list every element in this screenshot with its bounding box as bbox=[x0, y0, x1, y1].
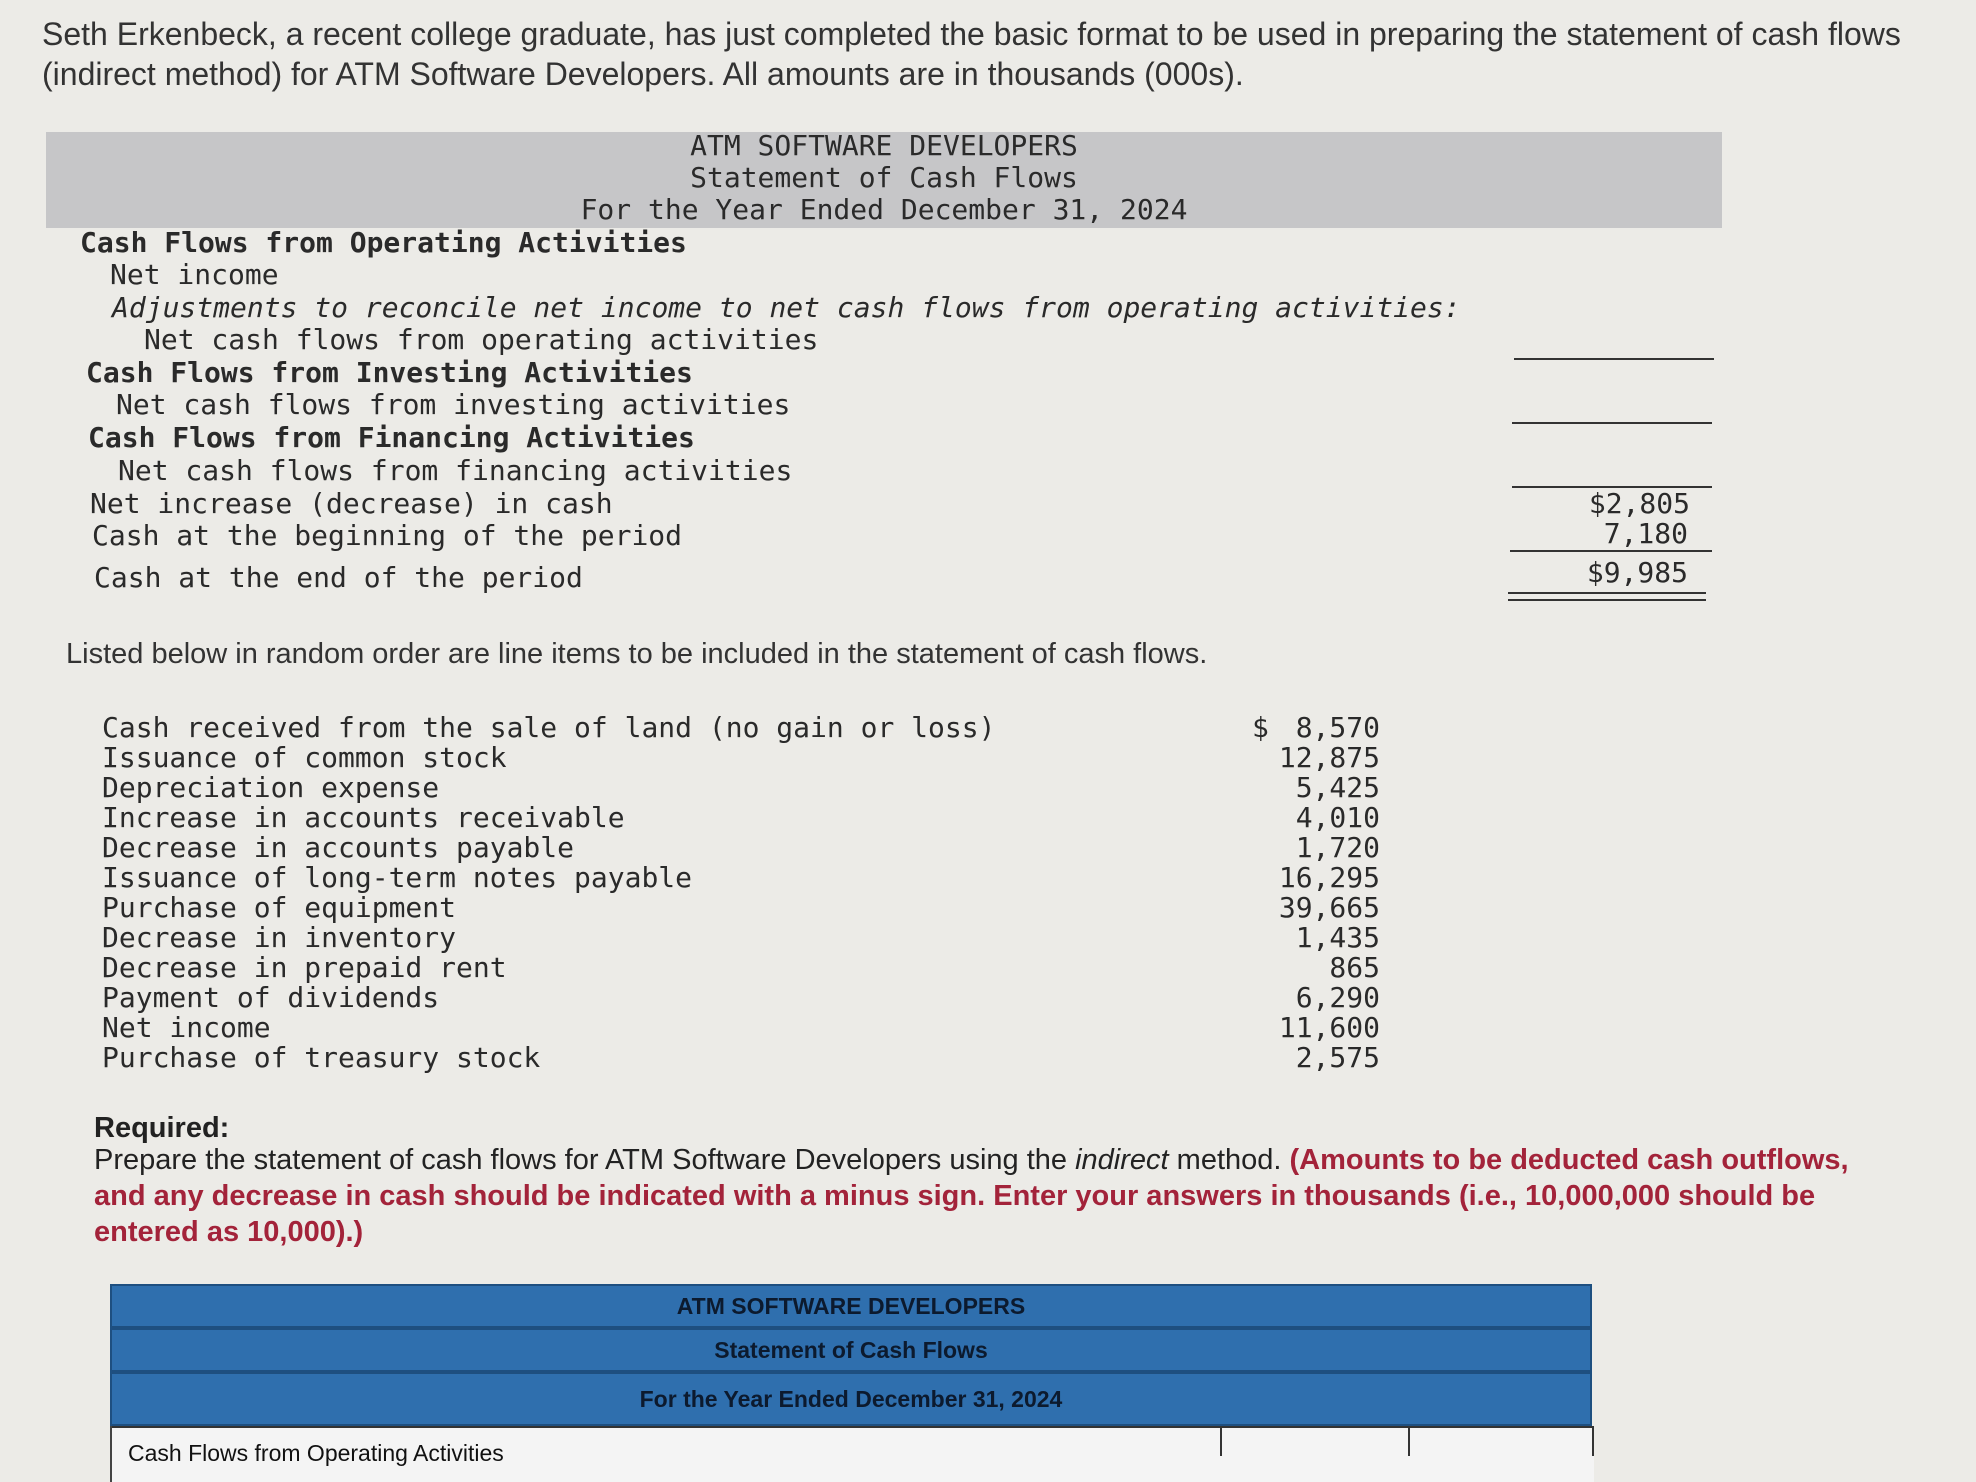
required-instructions bbox=[94, 1142, 1894, 1250]
adjustments-line: Adjustments to reconcile net income to net cash flows from operating activities: bbox=[112, 291, 1461, 324]
list-item: Purchase of equipment bbox=[102, 891, 457, 924]
cash-begin-underline bbox=[1510, 550, 1712, 552]
currency-symbol: $ bbox=[1252, 711, 1269, 744]
answer-first-row bbox=[110, 1426, 1594, 1482]
required-text-part2: method. bbox=[1168, 1144, 1290, 1176]
list-item: Increase in accounts receivable bbox=[102, 801, 625, 834]
list-item: Cash received from the sale of land (no gain or loss) bbox=[102, 711, 996, 744]
net-change-line: Net increase (decrease) in cash bbox=[90, 487, 613, 520]
net-investing-underline bbox=[1512, 422, 1712, 424]
list-item-value: 39,665 bbox=[1278, 891, 1380, 924]
list-item-value: 865 bbox=[1329, 951, 1380, 984]
list-item: Decrease in inventory bbox=[102, 921, 457, 954]
answer-row-top-border bbox=[112, 1426, 1594, 1428]
list-item: Payment of dividends bbox=[102, 981, 440, 1014]
answer-column-divider bbox=[1592, 1426, 1594, 1456]
list-item-value: 16,295 bbox=[1278, 861, 1380, 894]
required-heading: Required: bbox=[94, 1112, 230, 1144]
list-item: Purchase of treasury stock bbox=[102, 1041, 541, 1074]
example-period-title: For the Year Ended December 31, 2024 bbox=[580, 193, 1188, 226]
net-income-line: Net income bbox=[110, 258, 279, 291]
list-item-value: 11,600 bbox=[1278, 1011, 1380, 1044]
answer-operating-label: Cash Flows from Operating Activities bbox=[128, 1440, 504, 1466]
list-item-value: 8,570 bbox=[1295, 711, 1380, 744]
required-emphasis: (Amounts to be deducted cash outflows, and any decrease in cash should be indicated with a minus sign. Enter your answers in thousands (i.e., 10,000,000 should be entered as 10,000).) bbox=[94, 1144, 1849, 1248]
required-text-italic: indirect bbox=[1075, 1144, 1169, 1176]
answer-period-title: For the Year Ended December 31, 2024 bbox=[110, 1372, 1592, 1426]
list-item-value: 5,425 bbox=[1295, 771, 1380, 804]
answer-column-divider bbox=[1220, 1426, 1222, 1456]
net-financing-line: Net cash flows from financing activities bbox=[118, 454, 793, 487]
list-item-value: 1,435 bbox=[1295, 921, 1380, 954]
required-text-part1: Prepare the statement of cash flows for ATM Software Developers using the bbox=[94, 1144, 1076, 1176]
answer-company-title: ATM SOFTWARE DEVELOPERS bbox=[110, 1284, 1592, 1328]
operating-heading: Cash Flows from Operating Activities bbox=[80, 226, 687, 259]
answer-statement-table bbox=[110, 1284, 1592, 1482]
cash-end-amount: $9,985 bbox=[1586, 556, 1688, 589]
list-item: Issuance of common stock bbox=[102, 741, 507, 774]
listed-intro: Listed below in random order are line items to be included in the statement of cash flows. bbox=[66, 638, 1208, 670]
list-item-value: 12,875 bbox=[1278, 741, 1380, 774]
list-item-value: 4,010 bbox=[1295, 801, 1380, 834]
list-item: Decrease in prepaid rent bbox=[102, 951, 507, 984]
cash-begin-amount: 7,180 bbox=[1603, 517, 1688, 550]
example-company-title: ATM SOFTWARE DEVELOPERS bbox=[690, 129, 1078, 162]
answer-column-divider bbox=[1408, 1426, 1410, 1456]
list-item: Decrease in accounts payable bbox=[102, 831, 575, 864]
cash-end-double-rule-2 bbox=[1508, 599, 1706, 601]
answer-statement-title: Statement of Cash Flows bbox=[110, 1328, 1592, 1372]
problem-intro: Seth Erkenbeck, a recent college graduate, has just completed the basic format to be used in preparing the statement of cash flows (indirect method) for ATM Software Developers. All amounts are in thousands (000s). bbox=[42, 16, 1901, 92]
net-change-amount: $2,805 bbox=[1588, 487, 1690, 520]
list-item: Depreciation expense bbox=[102, 771, 440, 804]
list-item-value: 1,720 bbox=[1295, 831, 1380, 864]
list-item: Issuance of long-term notes payable bbox=[102, 861, 693, 894]
cash-end-line: Cash at the end of the period bbox=[94, 561, 583, 594]
net-operating-line: Net cash flows from operating activities bbox=[144, 323, 819, 356]
net-investing-line: Net cash flows from investing activities bbox=[116, 388, 791, 421]
list-item-value: 2,575 bbox=[1295, 1041, 1380, 1074]
example-statement-title: Statement of Cash Flows bbox=[690, 161, 1078, 194]
cash-begin-line: Cash at the beginning of the period bbox=[92, 519, 683, 552]
cash-end-double-rule-1 bbox=[1508, 592, 1706, 594]
investing-heading: Cash Flows from Investing Activities bbox=[86, 356, 693, 389]
list-item: Net income bbox=[102, 1011, 271, 1044]
financing-heading: Cash Flows from Financing Activities bbox=[88, 421, 695, 454]
list-item-value: 6,290 bbox=[1295, 981, 1380, 1014]
net-operating-underline bbox=[1514, 358, 1714, 360]
